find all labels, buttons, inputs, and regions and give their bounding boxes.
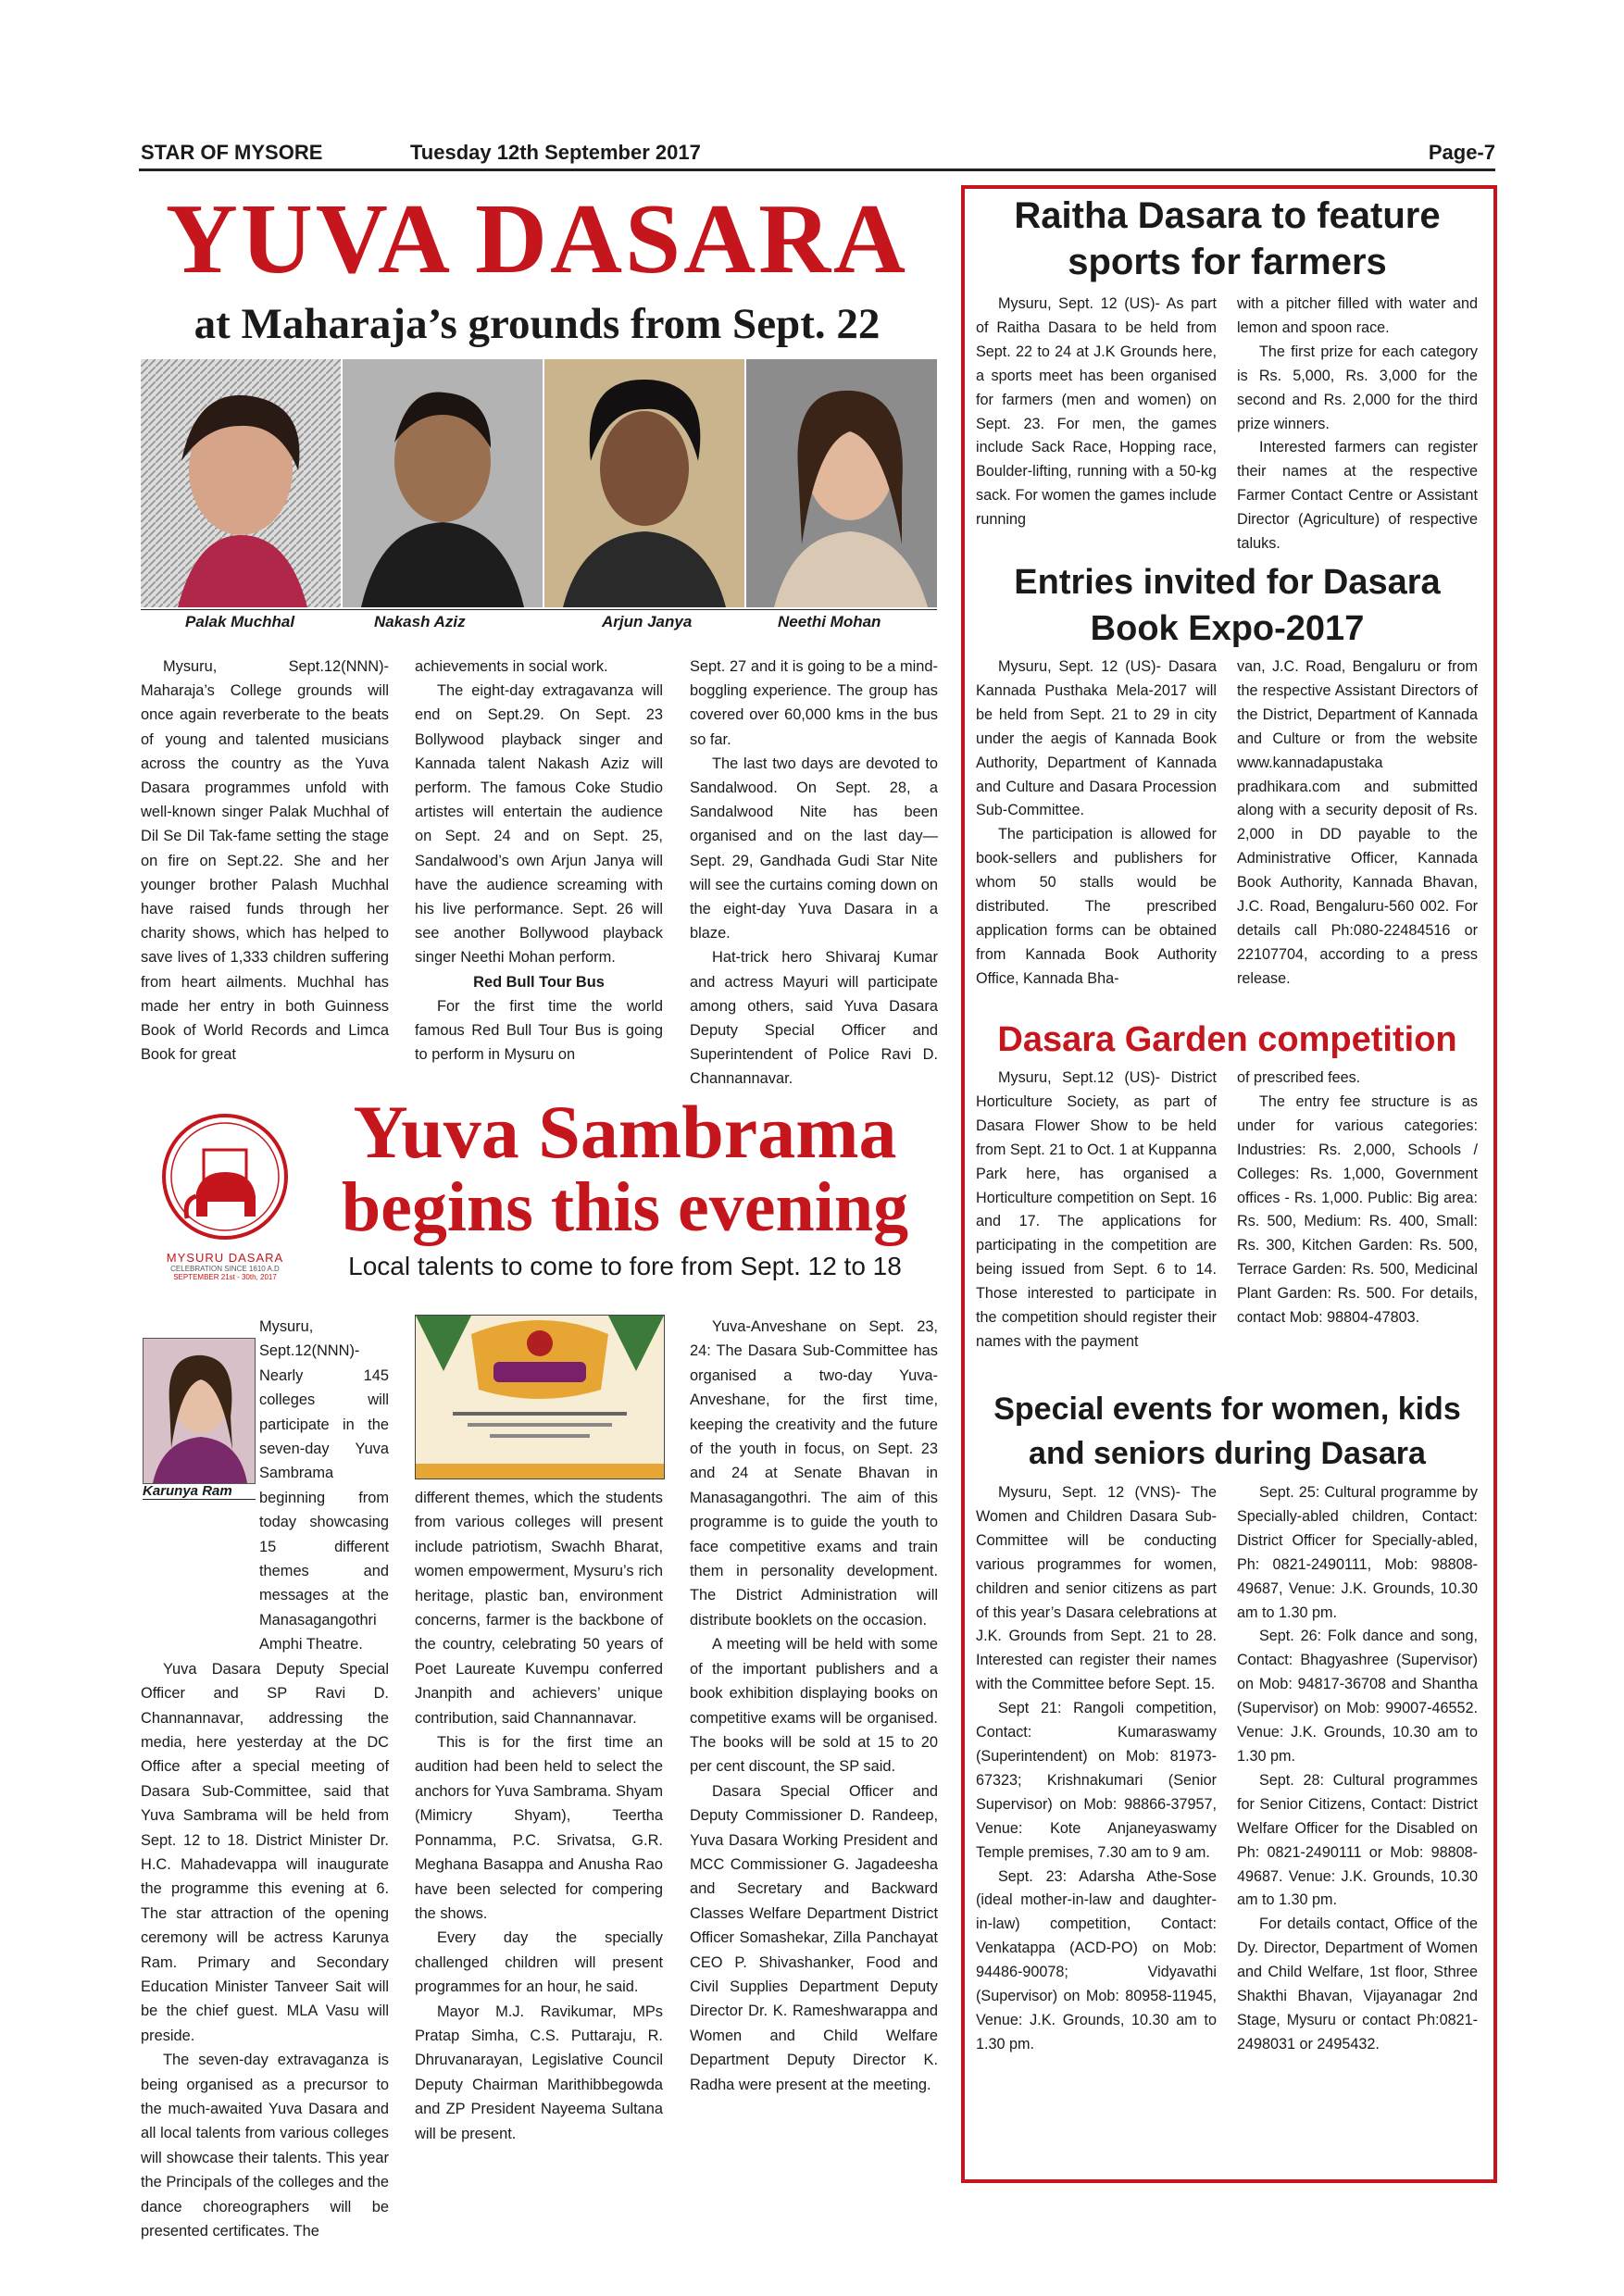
yuva-sambrama-headline-2: begins this evening	[341, 1168, 909, 1246]
caption-karunya-ram: Karunya Ram	[143, 1483, 256, 1500]
article-paragraph: The last two days are devoted to Sandalwood. On Sept. 28, a Sandalwood Nite has been organised and on the last day—Sept. 29, Gandhada Gudi Star Nite will see the curtains coming down on the eight-day Yuva Dasara in a blaze.	[690, 755, 938, 942]
yuva-dasara-column-3	[690, 655, 938, 1092]
article-paragraph: Sept. 28: Cultural programmes for Senior Citizens, Contact: District Welfare Officer for the Disabled on Ph: 0821-2490111 or Mob: 98808-49687. Venue: J.K. Grounds, 10.30 am to 1.30 pm.	[1237, 1771, 1478, 1909]
photo-strip-rule	[141, 609, 937, 610]
article-paragraph: The participation is allowed for book-sellers and publishers for whom 50 stalls would be distributed. The prescribed application forms can be obtained from Kannada Book Authority Office, Kannada Bha-	[976, 826, 1217, 987]
yuva-dasara-headline: YUVA DASARA	[165, 184, 909, 294]
yuva-sambrama-poster	[415, 1315, 665, 1479]
article-paragraph: Sept 21: Rangoli competition, Contact: Kumaraswamy (Superintendent) on Mob: 81973-67323; Krishnakumari (Senior Supervisor) on Mob: 98866-37957, Venue: Kote Anjaneyaswamy Temple premises, 7.30 am to 9 am.	[976, 1700, 1217, 1861]
yuva-dasara-subheadline: at Maharaja’s grounds from Sept. 22	[194, 300, 881, 348]
newspaper-name: STAR OF MYSORE	[141, 141, 323, 164]
article-paragraph: Mysuru, Sept. 12 (US)- As part of Raitha Dasara to be held from Sept. 22 to 24 at J.K Grounds here, a sports meet has been organised for farmers (men and women) on Sept. 23. For men, the games include Sack Race, Hopping race, Boulder-lifting, running with a 50-kg sack. For women the games include running	[976, 295, 1217, 529]
yuva-sambrama-subheadline: Local talents to come to fore from Sept. 12 to 18	[348, 1252, 902, 1280]
book-expo-column-2	[1237, 655, 1478, 992]
article-paragraph: The seven-day extravaganza is being organised as a precursor to the much-awaited Yuva Dasara and all local talents from various colleges will showcase their talents. This year the Principals of the colleges and the dance choreographers will be presented certificates. The	[141, 2052, 389, 2240]
garden-column-1	[976, 1067, 1217, 1354]
article-paragraph: Yuva-Anveshane on Sept. 23, 24: The Dasara Sub-Committee has organised a two-day Yuva-Anveshane, for the first time, keeping the creativity and the future of the youth in focus, on Sept. 23 and 24 at Senate Bhavan in Manasagangothri. The aim of this programme is to guide the youth to face competitive exams and train them in personality development. The District Administration will distribute booklets on the occasion.	[690, 1318, 938, 1628]
logo-dates: SEPTEMBER 21st - 30th, 2017	[173, 1273, 277, 1281]
article-paragraph: A meeting will be held with some of the important publishers and a book exhibition displaying books on competitive exams will be organised. The books will be sold at 15 to 20 per cent discount, the SP said.	[690, 1636, 938, 1776]
yuva-sambrama-column-3	[690, 1315, 938, 2097]
yuva-sambrama-column-2	[415, 1486, 663, 2146]
caption-palak-muchhal: Palak Muchhal	[185, 613, 295, 630]
article-paragraph: with a pitcher filled with water and lemon and spoon race.	[1237, 295, 1478, 336]
photo-arjun-janya	[544, 359, 748, 607]
article-paragraph: different themes, which the students from various colleges will present include patriotism, Swachh Bharat, women empowerment, Mysuru’s rich heritage, plastic ban, environment concerns, farmer is the backbone of the country, celebrating 50 years of Poet Laureate Kuvempu conferred Jnanpith and achievers’ unique contribution, said Channannavar.	[415, 1490, 663, 1727]
raitha-dasara-headline: Raitha Dasara to feature sports for farmers	[1014, 195, 1441, 282]
article-paragraph: Mysuru, Sept. 12 (VNS)- The Women and Children Dasara Sub-Committee will be conducting various programmes for women, children and senior citizens as part of this year’s Dasara celebrations at J.K. Grounds from Sept. 21 to 28. Interested can register their names with the Committee before Sept. 15.	[976, 1484, 1217, 1693]
elephant-emblem-icon	[156, 1107, 294, 1246]
article-paragraph: Sept. 25: Cultural programme by Specially-abled children, Contact: District Officer for Specially-abled, Ph: 0821-2490111, Mob: 98808-49687, Venue: J.K. Grounds, 10.30 am to 1.30 pm.	[1237, 1484, 1478, 1621]
yuva-sambrama-column-1	[141, 1315, 389, 2243]
article-lede: Mysuru, Sept.12(NNN)- Nearly 145 colleges will participate in the seven-day Yuva Sambrama beginning from today showcasing 15 different themes and messages at the Manasagangothri Amphi Theatre.	[259, 1318, 389, 1653]
caption-neethi-mohan: Neethi Mohan	[778, 613, 881, 630]
special-events-column-2	[1237, 1481, 1478, 2057]
page-number: Page-7	[1428, 141, 1495, 164]
special-events-headline: Special events for women, kids and seniors during Dasara	[993, 1391, 1461, 1471]
article-paragraph: Every day the specially challenged children will present programmes for an hour, he said.	[415, 1929, 663, 1996]
masthead	[139, 137, 1495, 171]
article-paragraph: Mysuru, Sept.12 (US)- District Horticulture Society, as part of Dasara Flower Show to be held from Sept. 21 to Oct. 1 at Kuppanna Park here, has organised a Horticulture competition on Sept. 16 and 17. The applications for participating in the competition are being issued from Sept. 6 to 14. Those interested to participate in the competition should register their names with the payment	[976, 1069, 1217, 1350]
photo-neethi-mohan	[746, 359, 941, 607]
yuva-dasara-column-1	[141, 655, 389, 1067]
article-paragraph: achievements in social work.	[415, 658, 608, 675]
logo-title: MYSURU DASARA	[166, 1251, 284, 1265]
photo-palak-muchhal	[141, 359, 344, 607]
yuva-dasara-column-2	[415, 655, 663, 1067]
article-paragraph: For details contact, Office of the Dy. Director, Department of Women and Child Welfare, 1st floor, Sthree Shakthi Bhavan, Vijayanagar 2nd Stage, Mysuru or contact Ph:0821-2498031 or 2495432.	[1237, 1915, 1478, 2053]
issue-date: Tuesday 12th September 2017	[410, 141, 701, 164]
garden-column-2	[1237, 1067, 1478, 1330]
mysuru-dasara-logo	[156, 1107, 294, 1304]
raitha-column-2	[1237, 293, 1478, 556]
logo-since: CELEBRATION SINCE 1610 A.D	[170, 1265, 280, 1273]
raitha-column-1	[976, 293, 1217, 532]
photo-nakash-aziz	[343, 359, 546, 607]
article-paragraph: The entry fee structure is as under for various categories: Industries: Rs. 2,000, Schools / Colleges: Rs. 1,000, Government offices - Rs. 1,000. Public: Big area: Rs. 500, Medium: Rs. 400, Small: Rs. 300, Kitchen Garden: Rs. 500, Terrace Garden: Rs. 500, Medicinal Plant Garden: Rs. 500. For details, contact Mob: 98804-47803.	[1237, 1092, 1478, 1327]
article-paragraph: Sept. 27 and it is going to be a mind-boggling experience. The group has covered over 60,000 kms in the bus so far.	[690, 658, 938, 748]
article-paragraph: Interested farmers can register their names at the respective Farmer Contact Centre or Assistant Director (Agriculture) of respective taluks.	[1237, 439, 1478, 553]
article-paragraph: van, J.C. Road, Bengaluru or from the respective Assistant Directors of the District, Department of Kannada and Culture or from the website www.kannadapustaka pradhikara.com and submitted along with a security deposit of Rs. 2,000 in DD payable to the Administrative Officer, Kannada Book Authority, Kannada Bhavan, J.C. Road, Bengaluru-560 002. For details call Ph:080-22484516 or 22107704, according to a press release.	[1237, 658, 1478, 987]
article-paragraph: Hat-trick hero Shivaraj Kumar and actress Mayuri will participate among others, said Yuva Dasara Deputy Special Officer and Superintendent of Police Ravi D. Channannavar.	[690, 949, 938, 1088]
book-expo-headline: Entries invited for Dasara Book Expo-2017	[1014, 563, 1441, 648]
article-paragraph: For the first time the world famous Red Bull Tour Bus is going to perform in Mysuru on	[415, 997, 663, 1064]
caption-nakash-aziz: Nakash Aziz	[374, 613, 466, 630]
article-paragraph: Mysuru, Sept.12(NNN)- Maharaja’s College grounds will once again reverberate to the beats of young and talented musicians across the country as the Yuva Dasara programmes unfold with well-known singer Palak Muchhal of Dil Se Dil Tak-fame setting the stage on fire on Sept.22. She and her younger brother Palash Muchhal have raised funds through her charity shows, which has helped to save lives of 1,333 children suffering from heart ailments. Muchhal has made her entry in both Guinness Book of World Records and Limca Book for great	[141, 658, 389, 1064]
article-paragraph: Mysuru, Sept. 12 (US)- Dasara Kannada Pusthaka Mela-2017 will be held from Sept. 21 to 29 in city under the aegis of Kannada Book Authority, Department of Kannada and Culture and Dasara Procession Sub-Committee.	[976, 658, 1217, 819]
article-paragraph: Sept. 26: Folk dance and song, Contact: Bhagyashree (Supervisor) on Mob: 94817-36708 and Shantha (Supervisor) on Mob: 99007-46552. Venue: J.K. Grounds, 10.30 am to 1.30 pm.	[1237, 1628, 1478, 1765]
caption-arjun-janya: Arjun Janya	[602, 613, 693, 630]
garden-competition-headline: Dasara Garden competition	[997, 1020, 1457, 1059]
article-paragraph: of prescribed fees.	[1237, 1069, 1361, 1086]
article-paragraph: Dasara Special Officer and Deputy Commissioner D. Randeep, Yuva Dasara Working President and MCC Commissioner G. Jagadeesha and Secretary and Backward Classes Welfare Department District Officer Somashekar, Zilla Panchayat CEO P. Shivashanker, Food and Civil Supplies Department Deputy Director Dr. K. Rameshwarappa and Women and Child Welfare Department Deputy Director K. Radha were present at the meeting.	[690, 1782, 938, 2093]
article-paragraph	[141, 1315, 389, 1657]
book-expo-column-1	[976, 655, 1217, 992]
article-paragraph: Mayor M.J. Ravikumar, MPs Pratap Simha, C.S. Puttaraju, R. Dhruvanarayan, Legislative Council Deputy Chairman Marithibbegowda and ZP President Nayeema Sultana will be present.	[415, 2003, 663, 2142]
article-paragraph: The first prize for each category is Rs. 5,000, Rs. 3,000 for the second and Rs. 2,000 for the third prize winners.	[1237, 343, 1478, 432]
red-bull-subheading: Red Bull Tour Bus	[473, 973, 605, 991]
article-paragraph: This is for the first time an audition had been held to select the anchors for Yuva Sambrama. Shyam (Mimicry Shyam), Teertha Ponnamma, P.C. Srivatsa, G.R. Meghana Basappa and Anusha Rao have been selected for compering the shows.	[415, 1734, 663, 1922]
article-paragraph: Yuva Dasara Deputy Special Officer and SP Ravi D. Channannavar, addressing the media, here yesterday at the DC Office after a special meeting of Dasara Sub-Committee, said that Yuva Sambrama will be held from Sept. 12 to 18. District Minister Dr. H.C. Mahadevappa will inaugurate the programme this evening at 6. The star attraction of the opening ceremony will be actress Karunya Ram. Primary and Secondary Education Minister Tanveer Sait will be the chief guest. MLA Vasu will preside.	[141, 1660, 389, 2044]
article-paragraph: Sept. 23: Adarsha Athe-Sose (ideal mother-in-law and daughter-in-law) competition, Contact: Venkatappa (ACD-PO) on Mob: 94486-90078; Vidyavathi (Supervisor) on Mob: 80958-11945, Venue: J.K. Grounds, 10.30 am to 1.30 pm.	[976, 1867, 1217, 2053]
yuva-sambrama-headline: Yuva Sambrama	[353, 1090, 897, 1174]
article-paragraph: The eight-day extragavanza will end on Sept.29. On Sept. 23 Bollywood playback singer and Kannada talent Nakash Aziz will perform. The famous Coke Studio artistes will entertain the audience on Sept. 24 and on Sept. 25, Sandalwood’s own Arjun Janya will have the audience screaming with his live performance. Sept. 26 will see another Bollywood playback singer Neethi Mohan perform.	[415, 682, 663, 967]
special-events-column-1	[976, 1481, 1217, 2057]
